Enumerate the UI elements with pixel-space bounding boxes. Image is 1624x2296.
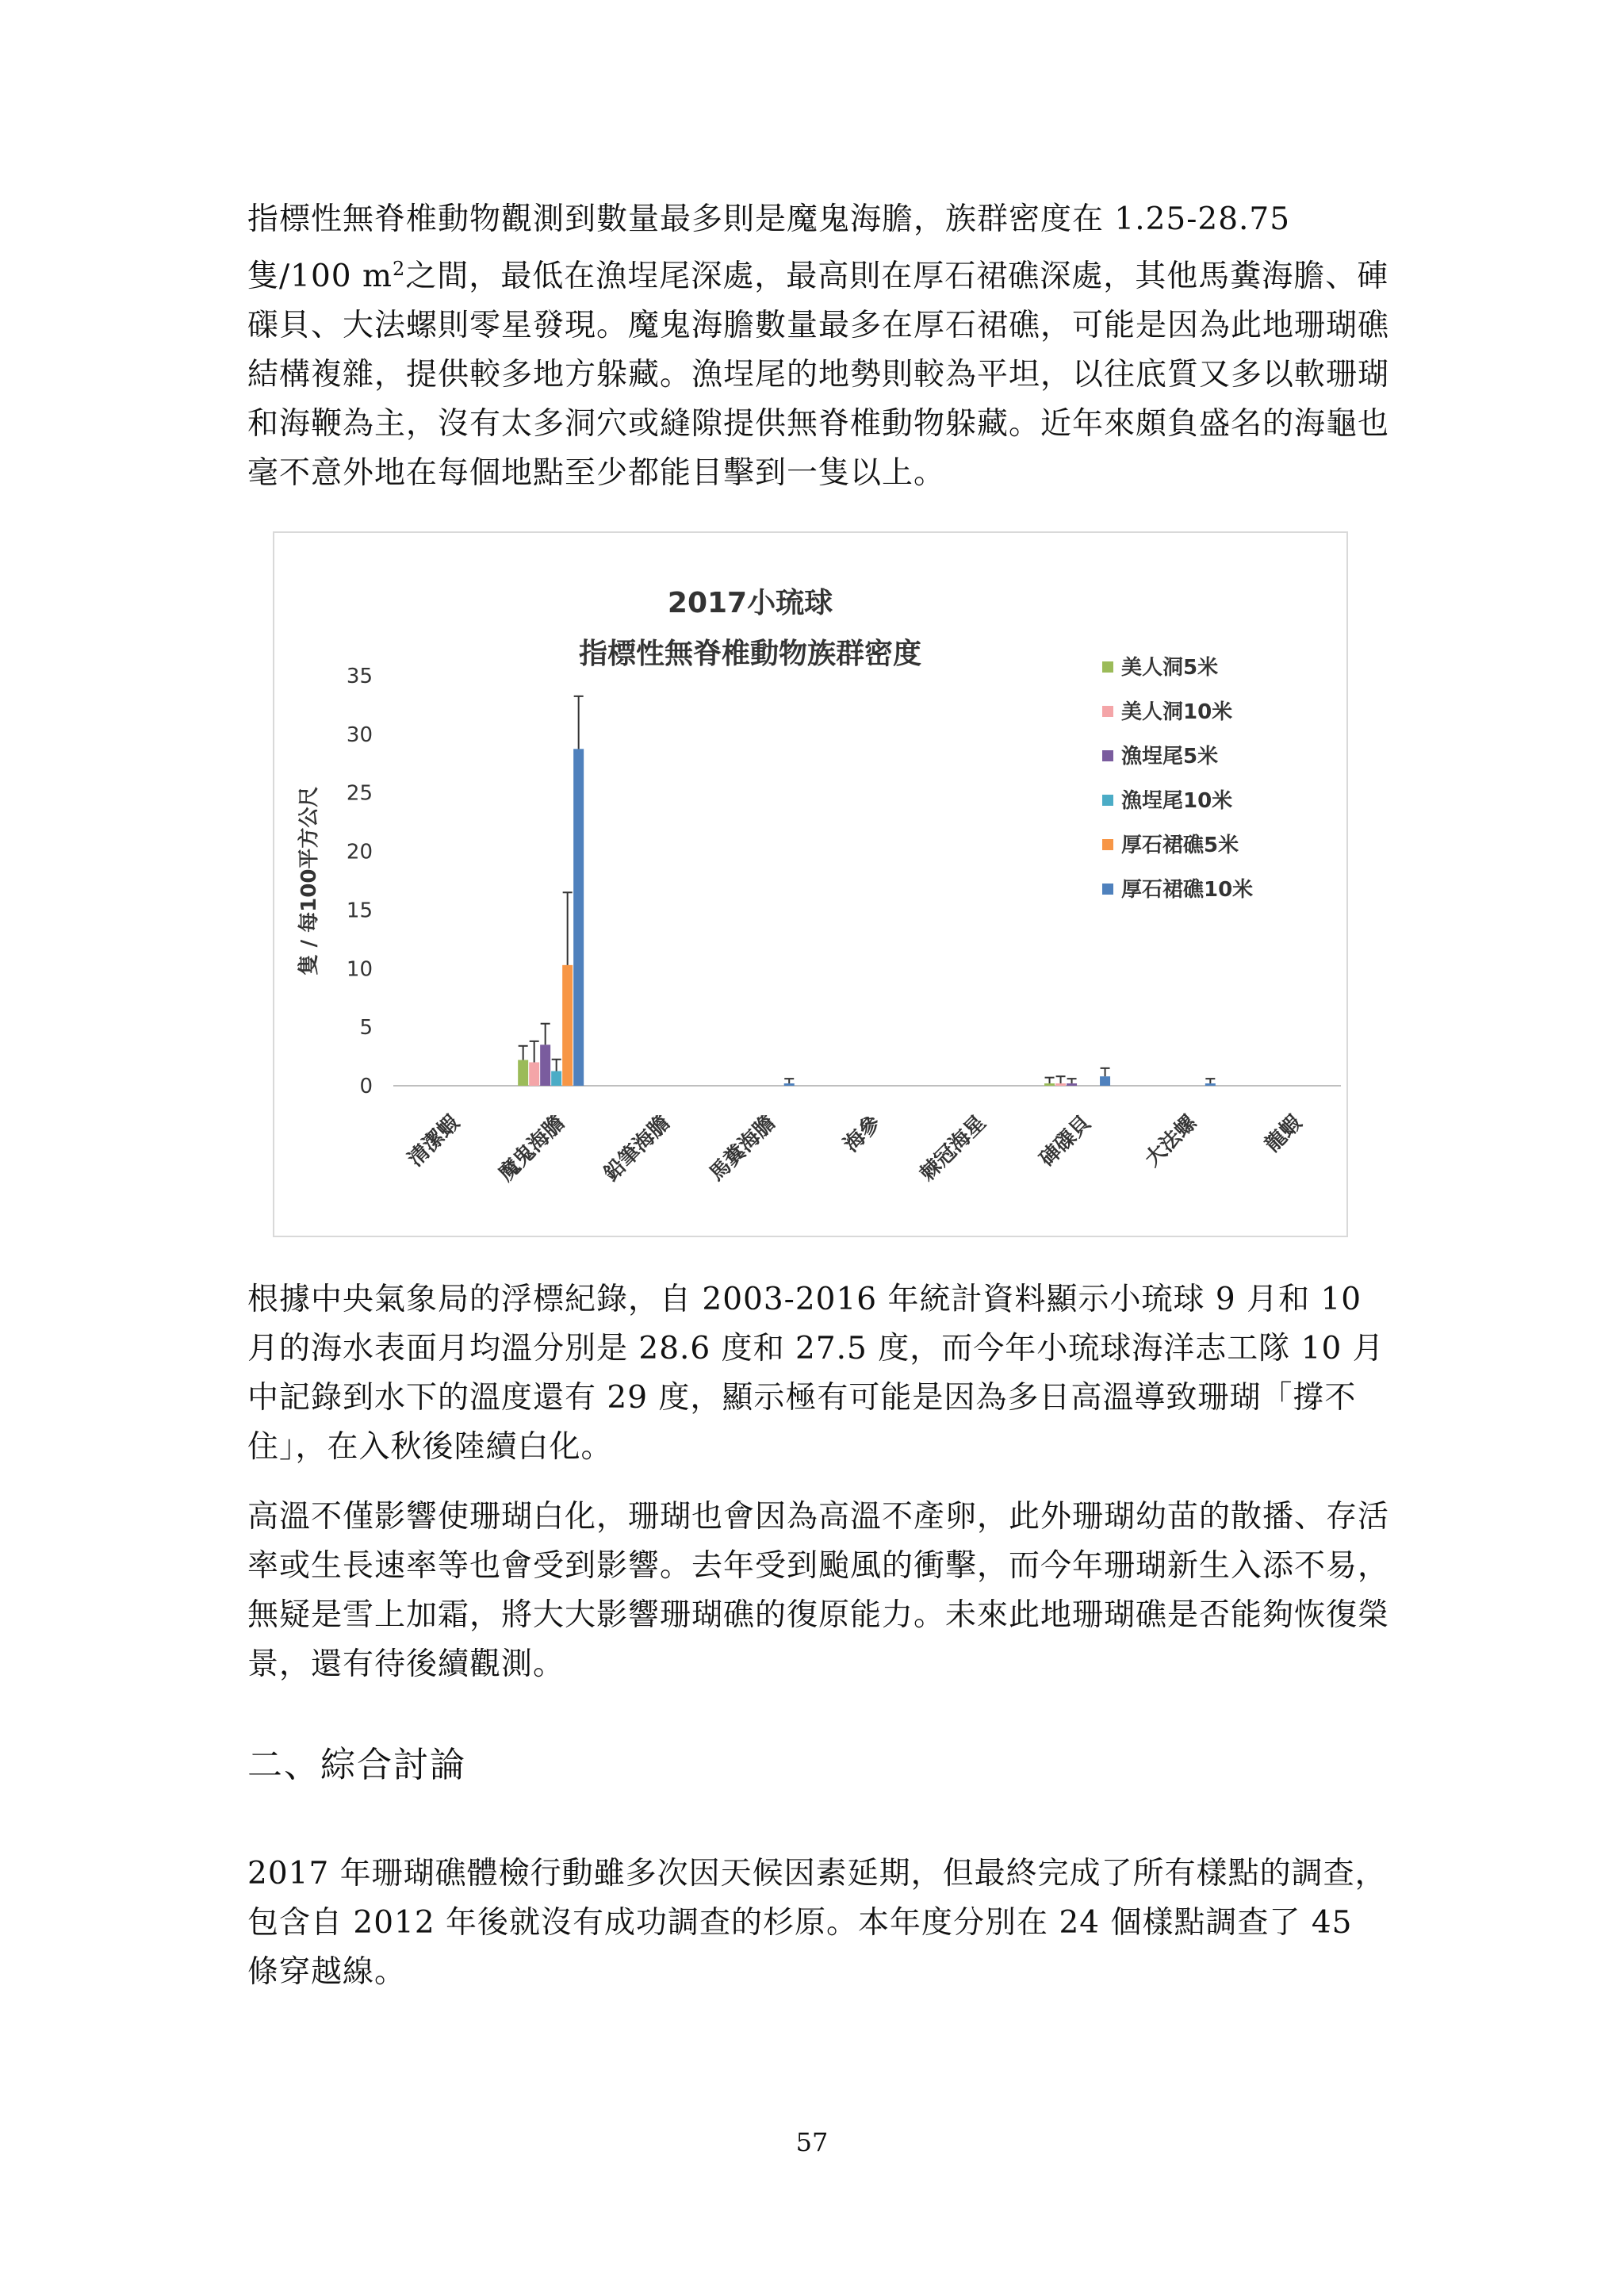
page-number: 57 — [795, 2127, 829, 2157]
y-tick-label: 30 — [346, 723, 373, 747]
paragraph-sea-temperature: 根據中央氣象局的浮標紀錄，自 2003-2016 年統計資料顯示小琉球 9 月和 10 月的海水表面月均溫分別是 28.6 度和 27.5 度，而今年小琉球海洋志工隊 10 月中記錄到水下的溫度還有 29 度，顯示極有可能是因為多日高溫導致珊瑚「撐不住」，在入秋後陸續白化。 — [247, 1282, 1385, 1465]
y-axis-label: 隻 / 每100平方公尺 — [297, 786, 321, 976]
legend-swatch — [1102, 750, 1113, 761]
x-tick-label: 馬糞海膽 — [704, 1110, 780, 1186]
legend-label: 美人洞5米 — [1121, 656, 1219, 680]
bar-3-2 — [540, 1045, 550, 1086]
legend-swatch — [1102, 795, 1113, 806]
legend-label: 漁埕尾5米 — [1121, 745, 1219, 769]
bar-5-2 — [562, 965, 573, 1086]
y-tick-label: 20 — [346, 840, 373, 864]
x-tick-label: 硨磲貝 — [1035, 1110, 1097, 1172]
legend-label: 厚石裙礁5米 — [1121, 834, 1239, 857]
paragraph-coral-bleaching: 高溫不僅影響使珊瑚白化，珊瑚也會因為高溫不產卵，此外珊瑚幼苗的散播、存活率或生長速率等也會受到影響。去年受到颱風的衝擊，而今年珊瑚新生入添不易，無疑是雪上加霜，將大大影響珊瑚礁的復原能力。未來此地珊瑚礁是否能夠恢復榮景，還有待後續觀測。 — [247, 1499, 1390, 1682]
y-tick-label: 35 — [346, 665, 373, 688]
x-tick-label: 鉛筆海膽 — [599, 1110, 675, 1186]
x-tick-label: 棘冠海星 — [915, 1110, 991, 1186]
y-tick-label: 25 — [346, 781, 373, 806]
paragraph-invertebrate-density — [247, 195, 1389, 498]
legend-swatch — [1102, 661, 1113, 673]
bar-4-2 — [551, 1071, 561, 1086]
bar-6-7 — [1100, 1076, 1110, 1086]
bar-2-2 — [529, 1062, 539, 1086]
x-tick-label: 龍蝦 — [1260, 1110, 1307, 1157]
section-heading: 二、綜合討論 — [247, 1745, 466, 1785]
x-tick-label: 大法螺 — [1140, 1110, 1201, 1172]
bar-2-7 — [1055, 1083, 1066, 1086]
paragraph-summary: 2017 年珊瑚礁體檢行動雖多次因天候因素延期，但最終完成了所有樣點的調查，包含自 2012 年後就沒有成功調查的杉原。本年度分別在 24 個樣點調查了 45 條穿越線。 — [247, 1856, 1387, 1990]
p1-rest: 之間，最低在漁埕尾深處，最高則在厚石裙礁深處，其他馬糞海膽、硨磲貝、大法螺則零星發現。魔鬼海膽數量最多在厚石裙礁，可能是因為此地珊瑚礁結構複雜，提供較多地方躲藏。漁埕尾的地勢則較為平坦，以往底質又多以軟珊瑚和海鞭為主，沒有太多洞穴或縫隙提供無脊椎動物躲藏。近年來頗負盛名的海龜也毫不意外地在每個地點至少都能目擊到一隻以上。 — [247, 259, 1390, 491]
x-tick-label: 清潔蝦 — [403, 1110, 465, 1172]
density-bar-chart — [274, 533, 1350, 1239]
bar-1-7 — [1044, 1083, 1055, 1086]
legend-swatch — [1102, 884, 1113, 895]
y-tick-label: 15 — [346, 899, 373, 923]
legend-label: 厚石裙礁10米 — [1121, 878, 1254, 902]
bar-3-7 — [1067, 1083, 1077, 1086]
legend-swatch — [1102, 706, 1113, 717]
legend-swatch — [1102, 839, 1113, 850]
y-tick-label: 5 — [359, 1016, 373, 1041]
legend-label: 漁埕尾10米 — [1121, 789, 1233, 813]
bar-6-4 — [784, 1083, 795, 1086]
chart-subtitle: 指標性無脊椎動物族群密度 — [578, 638, 922, 670]
chart-title: 2017小琉球 — [667, 587, 833, 619]
x-tick-label: 魔鬼海膽 — [494, 1110, 570, 1186]
x-tick-label: 海參 — [839, 1110, 886, 1157]
y-tick-label: 10 — [346, 957, 373, 982]
bar-1-2 — [518, 1060, 528, 1086]
bar-6-2 — [573, 749, 584, 1086]
p1-superscript: 2 — [392, 258, 406, 280]
chart-figure — [273, 531, 1348, 1237]
p1-text: 指標性無脊椎動物觀測到數量最多則是魔鬼海膽，族群密度在 1.25-28.75 隻/100 m — [247, 201, 1291, 294]
y-tick-label: 0 — [359, 1075, 373, 1098]
legend-label: 美人洞10米 — [1121, 700, 1233, 724]
bar-6-8 — [1205, 1083, 1216, 1086]
